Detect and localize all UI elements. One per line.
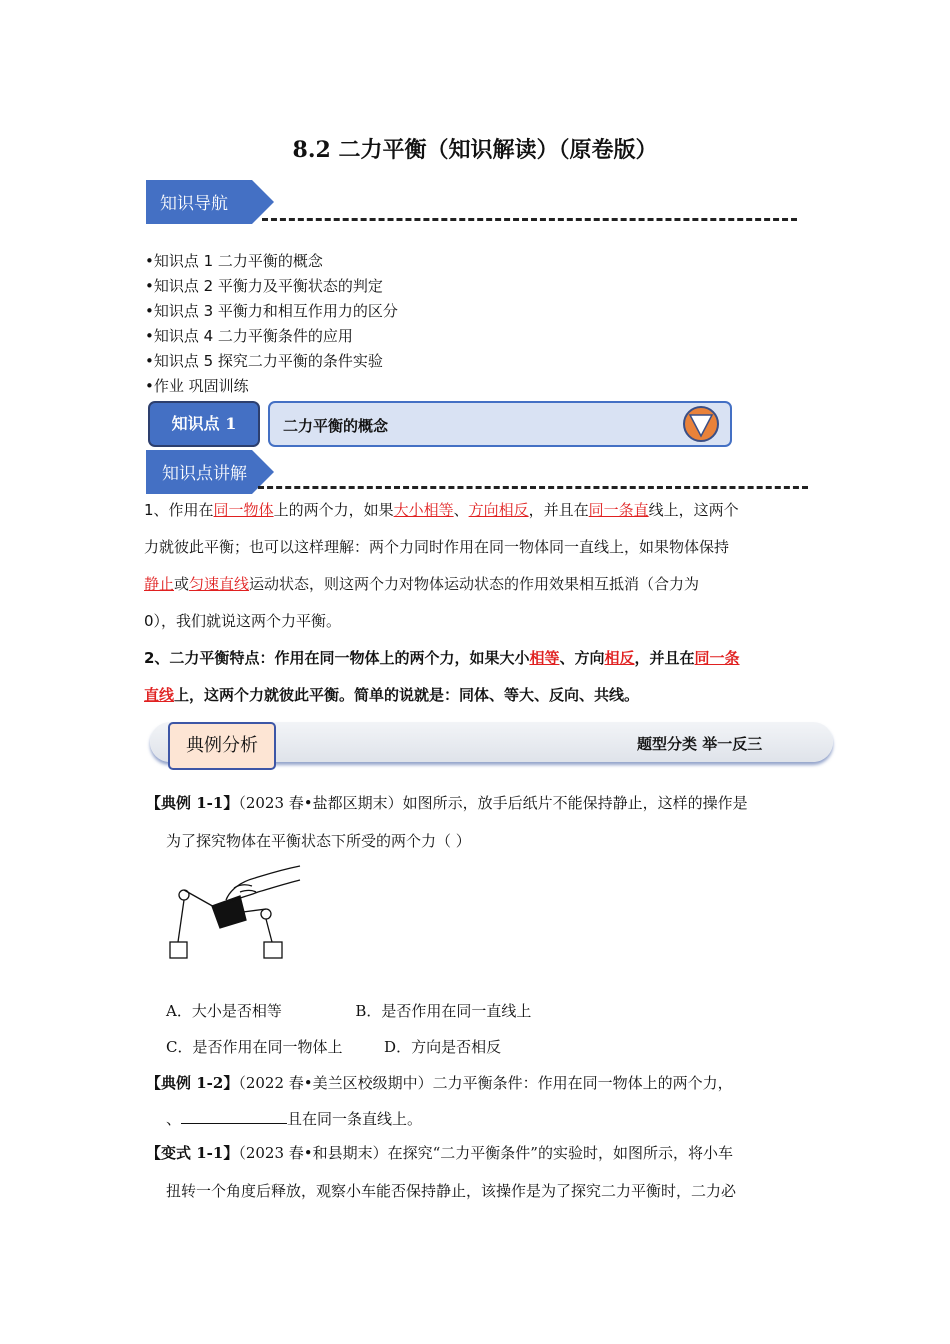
triangle-down-icon[interactable] <box>682 405 720 443</box>
nav-item[interactable]: •知识点 3 平衡力和相互作用力的区分 <box>145 302 398 320</box>
divider-dashed <box>258 486 808 489</box>
variant-question-1-1: 【变式 1-1】（2023 春•和县期末）在探究“二力平衡条件”的实验时，如图所示，将小车 扭转一个角度后释放，观察小车能否保持静止，该操作是为了探究二力平衡时，二力必 <box>146 1144 737 1200</box>
divider-dashed <box>262 218 797 221</box>
page-title: 8.2 二力平衡（知识解读）（原卷版） <box>292 137 658 163</box>
option-b[interactable]: B．是否作用在同一直线上 <box>355 1002 532 1020</box>
option-d[interactable]: D．方向是否相反 <box>384 1038 502 1056</box>
nav-item[interactable]: •作业 巩固训练 <box>145 377 249 395</box>
knowledge-nav-list <box>145 249 398 399</box>
option-a[interactable]: A．大小是否相等 <box>166 1002 282 1020</box>
nav-item[interactable]: •知识点 4 二力平衡条件的应用 <box>145 327 353 345</box>
nav-item[interactable]: •知识点 2 平衡力及平衡状态的判定 <box>145 277 383 295</box>
example-question-1-2: 【典例 1-2】（2022 春•美兰区校级期中）二力平衡条件：作用在同一物体上的两个力， 、 且在同一条直线上。 <box>146 1074 733 1128</box>
example-analysis-bar <box>150 722 833 766</box>
knowledge-point-label: 知识点 1 <box>148 401 260 447</box>
example-bar-tag: 典例分析 <box>168 722 276 770</box>
paper-pulley-figure <box>160 862 310 962</box>
knowledge-point-title-box <box>268 401 732 447</box>
answer-blank[interactable] <box>181 1108 287 1124</box>
example-bar-subtitle: 题型分类 举一反三 <box>637 735 763 753</box>
explain-banner <box>146 450 276 494</box>
q1-options-row-1 <box>166 1000 531 1021</box>
nav-banner-label: 知识导航 <box>160 194 228 214</box>
feature-paragraph: 2、二力平衡特点：作用在同一物体上的两个力，如果大小相等、方向相反，并且在同一条 直线上，这两个力就彼此平衡。简单的说就是：同体、等大、反向、共线。 <box>144 649 740 704</box>
nav-banner <box>146 180 276 224</box>
concept-paragraph: 1、作用在同一物体上的两个力，如果大小相等、方向相反，并且在同一条直线上，这两个 力就彼此平衡；也可以这样理解：两个力同时作用在同一物体同一直线上，如果物体保持 静止或匀速直线运动状态，则这两个力对物体运动状态的作用效果相互抵消（合力为 0），我们就说这两个力平衡。 <box>144 501 739 630</box>
knowledge-point-title: 二力平衡的概念 <box>283 417 389 435</box>
example-question-1-1: 【典例 1-1】（2023 春•盐都区期末）如图所示，放手后纸片不能保持静止，这样的操作是 为了探究物体在平衡状态下所受的两个力（ ） <box>146 794 748 850</box>
nav-item[interactable]: •知识点 1 二力平衡的概念 <box>145 252 323 270</box>
q1-options-row-2 <box>166 1036 501 1057</box>
nav-item[interactable]: •知识点 5 探究二力平衡的条件实验 <box>145 352 383 370</box>
explain-banner-label: 知识点讲解 <box>162 464 247 484</box>
option-c[interactable]: C．是否作用在同一物体上 <box>166 1038 343 1056</box>
